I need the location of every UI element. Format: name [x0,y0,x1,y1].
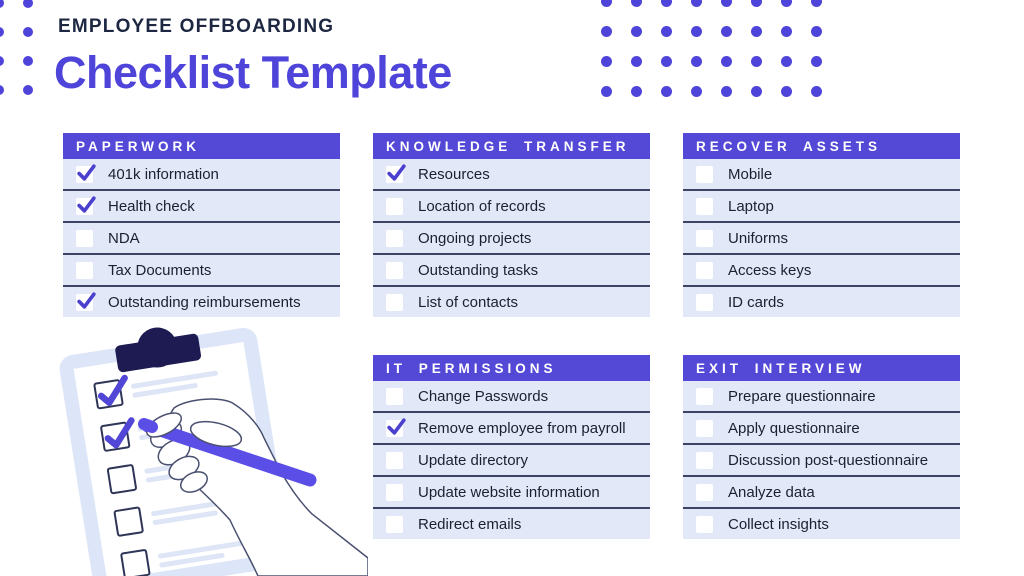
decorative-dot [691,86,702,97]
decorative-dot [631,86,642,97]
checkbox-unchecked-icon[interactable] [386,294,403,311]
card-body [683,381,960,539]
checklist-item-label: Collect insights [728,515,829,533]
checklist-row [683,445,960,475]
checkbox-checked-icon[interactable] [386,420,403,437]
card-recover-assets [683,133,960,317]
card-title: EXIT INTERVIEW [683,355,960,381]
checklist-row [683,509,960,539]
checklist-item-label: Location of records [418,197,546,215]
decorative-dot [691,26,702,37]
checklist-item-label: Resources [418,165,490,183]
checklist-row [683,159,960,189]
checklist-item-label: Remove employee from payroll [418,419,626,437]
decorative-dot [721,26,732,37]
checklist-item-label: Uniforms [728,229,789,247]
decorative-dot [691,56,702,67]
checklist-item-label: NDA [108,229,140,247]
checkbox-unchecked-icon[interactable] [696,388,713,405]
checkbox-unchecked-icon[interactable] [386,198,403,215]
decorative-dot [661,56,672,67]
checklist-row [373,287,650,317]
checklist-item-label: Health check [108,197,195,215]
decorative-dot [811,56,822,67]
checklist-row [63,287,340,317]
checklist-item-label: Prepare questionnaire [728,387,876,405]
decorative-dot [781,86,792,97]
checklist-item-label: Update directory [418,451,529,469]
decorative-dot [751,56,762,67]
decorative-dot [661,0,672,7]
checklist-row [63,255,340,285]
card-paperwork [63,133,340,317]
checkbox-unchecked-icon[interactable] [386,388,403,405]
checkbox-checked-icon[interactable] [76,166,93,183]
checkbox-unchecked-icon[interactable] [76,230,93,247]
checkbox-unchecked-icon[interactable] [76,262,93,279]
checkbox-unchecked-icon[interactable] [386,452,403,469]
checklist-row [683,255,960,285]
decorative-dot [811,0,822,7]
checklist-row [683,381,960,411]
checkbox-checked-icon[interactable] [76,198,93,215]
checklist-item-label: 401k information [108,165,219,183]
decorative-dot [601,86,612,97]
decorative-dot [23,56,33,66]
clipboard-illustration [28,322,368,576]
checklist-row [683,223,960,253]
decorative-dot [0,85,4,95]
decorative-dot [631,0,642,7]
checklist-item-label: Tax Documents [108,261,212,279]
checkbox-unchecked-icon[interactable] [696,198,713,215]
decorative-dot [23,0,33,8]
decorative-dot [0,0,4,8]
decorative-dot [751,0,762,7]
checklist-row [63,223,340,253]
decorative-dot [23,27,33,37]
checklist-item-label: Ongoing projects [418,229,532,247]
card-title: PAPERWORK [63,133,340,159]
card-body [683,159,960,317]
checklist-row [683,191,960,221]
decorative-dot [721,56,732,67]
checklist-row [373,413,650,443]
card-body [373,381,650,539]
checkbox-unchecked-icon[interactable] [696,230,713,247]
checklist-row [373,381,650,411]
card-title: KNOWLEDGE TRANSFER [373,133,650,159]
decorative-dot [661,26,672,37]
checkbox-unchecked-icon[interactable] [386,484,403,501]
checklist-item-label: Discussion post-questionnaire [728,451,929,469]
checklist-row [63,159,340,189]
decorative-dot [601,26,612,37]
checklist-row [683,287,960,317]
decorative-dot [811,86,822,97]
checklist-item-label: Laptop [728,197,774,215]
checkbox-unchecked-icon[interactable] [696,484,713,501]
decorative-dot [721,0,732,7]
decorative-dot [0,27,4,37]
checkbox-unchecked-icon[interactable] [696,166,713,183]
checkbox-unchecked-icon[interactable] [386,262,403,279]
decorative-dot [781,26,792,37]
decorative-dot [721,86,732,97]
checklist-row [683,413,960,443]
page-title: Checklist Template [54,47,452,98]
checklist-item-label: List of contacts [418,293,519,311]
card-body [63,159,340,317]
decorative-dot [691,0,702,7]
checklist-item-label: Outstanding reimbursements [108,293,301,311]
checkbox-checked-icon[interactable] [76,294,93,311]
checklist-row [63,191,340,221]
decorative-dot [781,0,792,7]
decorative-dot [0,56,4,66]
decorative-dot [631,26,642,37]
checklist-row [373,159,650,189]
eyebrow-title: EMPLOYEE OFFBOARDING [58,16,335,37]
checkbox-unchecked-icon[interactable] [696,294,713,311]
checklist-item-label: Access keys [728,261,812,279]
card-body [373,159,650,317]
checklist-row [683,477,960,507]
checklist-item-label: Change Passwords [418,387,549,405]
checklist-row [373,477,650,507]
checkbox-unchecked-icon[interactable] [386,516,403,533]
checkbox-checked-icon[interactable] [386,166,403,183]
checkbox-unchecked-icon[interactable] [696,452,713,469]
checklist-item-label: Update website information [418,483,600,501]
checklist-row [373,509,650,539]
decorative-dot [781,56,792,67]
checklist-item-label: Outstanding tasks [418,261,539,279]
card-it-permissions [373,355,650,539]
checklist-item-label: Analyze data [728,483,815,501]
decorative-dot [751,86,762,97]
decorative-dot [751,26,762,37]
checklist-row [373,255,650,285]
decorative-dot [811,26,822,37]
card-knowledge-transfer [373,133,650,317]
checkbox-unchecked-icon[interactable] [696,262,713,279]
decorative-dot [601,56,612,67]
decorative-dot [601,0,612,7]
card-title: IT PERMISSIONS [373,355,650,381]
checkbox-unchecked-icon[interactable] [696,516,713,533]
checklist-item-label: Redirect emails [418,515,522,533]
decorative-dot [661,86,672,97]
checklist-item-label: Mobile [728,165,773,183]
checklist-row [373,191,650,221]
checklist-row [373,223,650,253]
card-title: RECOVER ASSETS [683,133,960,159]
decorative-dot [631,56,642,67]
checklist-item-label: ID cards [728,293,784,311]
card-exit-interview [683,355,960,539]
checklist-item-label: Apply questionnaire [728,419,860,437]
checkbox-unchecked-icon[interactable] [386,230,403,247]
decorative-dot [23,85,33,95]
checklist-row [373,445,650,475]
checkbox-unchecked-icon[interactable] [696,420,713,437]
